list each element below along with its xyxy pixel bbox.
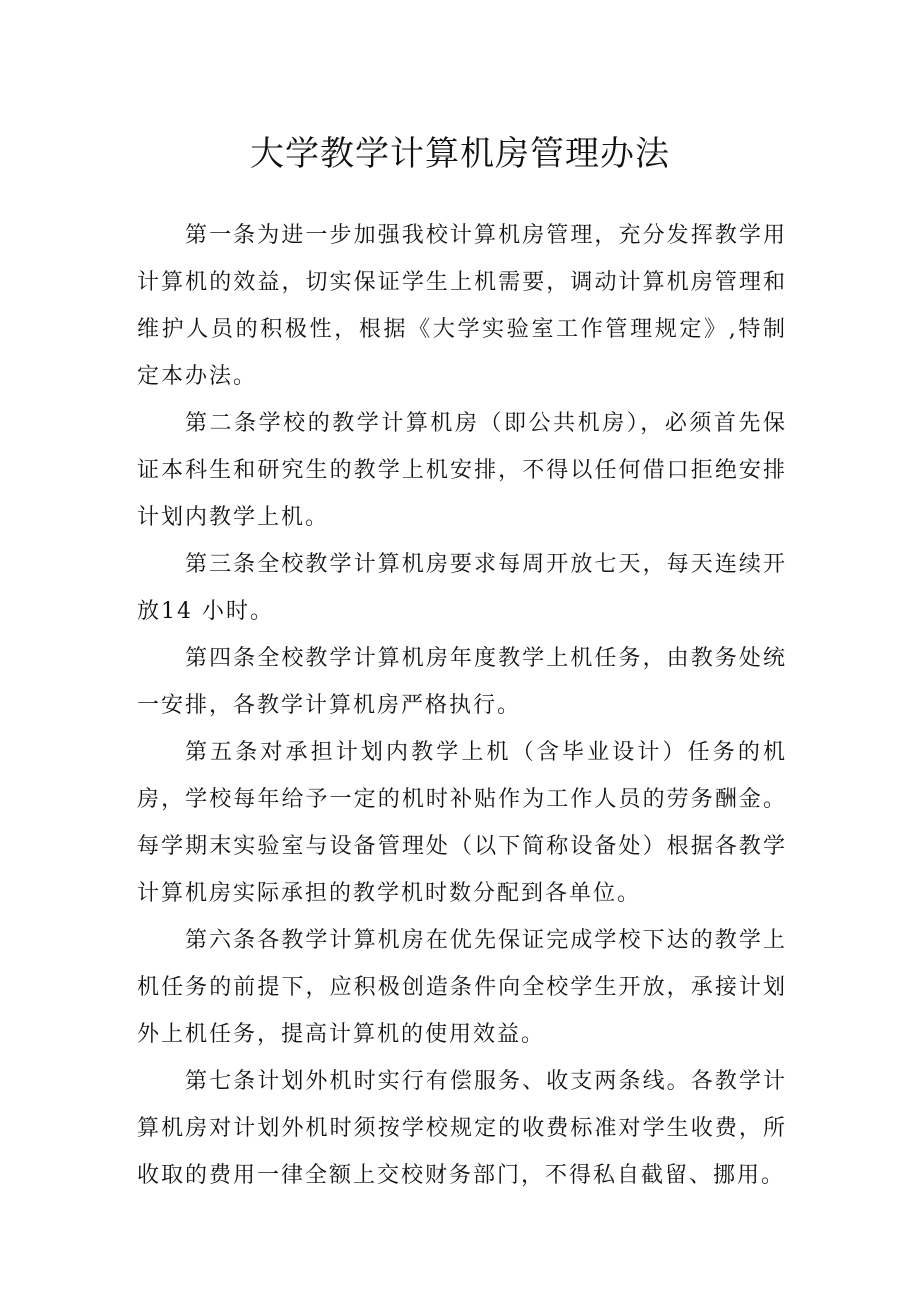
- article-4: 第四条全校教学计算机房年度教学上机任务，由教务处统一安排，各教学计算机房严格执行。: [137, 646, 787, 718]
- page-title: 大学教学计算机房管理办法: [250, 134, 670, 174]
- article-2: 第二条学校的教学计算机房（即公共机房），必须首先保证本科生和研究生的教学上机安排，不得以任何借口拒绝安排计划内教学上机。: [137, 411, 787, 530]
- document-body: [137, 212, 787, 1199]
- article-6: 第六条各教学计算机房在优先保证完成学校下达的教学上机任务的前提下，应积极创造条件向全校学生开放，承接计划外上机任务，提高计算机的使用效益。: [137, 928, 787, 1047]
- article-7: 第七条计划外机时实行有偿服务、收支两条线。各教学计算机房对计划外机时须按学校规定的收费标准对学生收费，所收取的费用一律全额上交校财务部门，不得私自截留、挪用。: [137, 1069, 787, 1188]
- article-1: 第一条为进一步加强我校计算机房管理，充分发挥教学用计算机的效益，切实保证学生上机需要，调动计算机房管理和维护人员的积极性，根据《大学实验室工作管理规定》,特制定本办法。: [137, 223, 787, 389]
- article-3: 第三条全校教学计算机房要求每周开放七天，每天连续开放14 小时。: [137, 552, 787, 624]
- article-5: 第五条对承担计划内教学上机（含毕业设计）任务的机房，学校每年给予一定的机时补贴作为工作人员的劳务酬金。每学期末实验室与设备管理处（以下简称设备处）根据各教学计算机房实际承担的教学机时数分配到各单位。: [137, 740, 787, 906]
